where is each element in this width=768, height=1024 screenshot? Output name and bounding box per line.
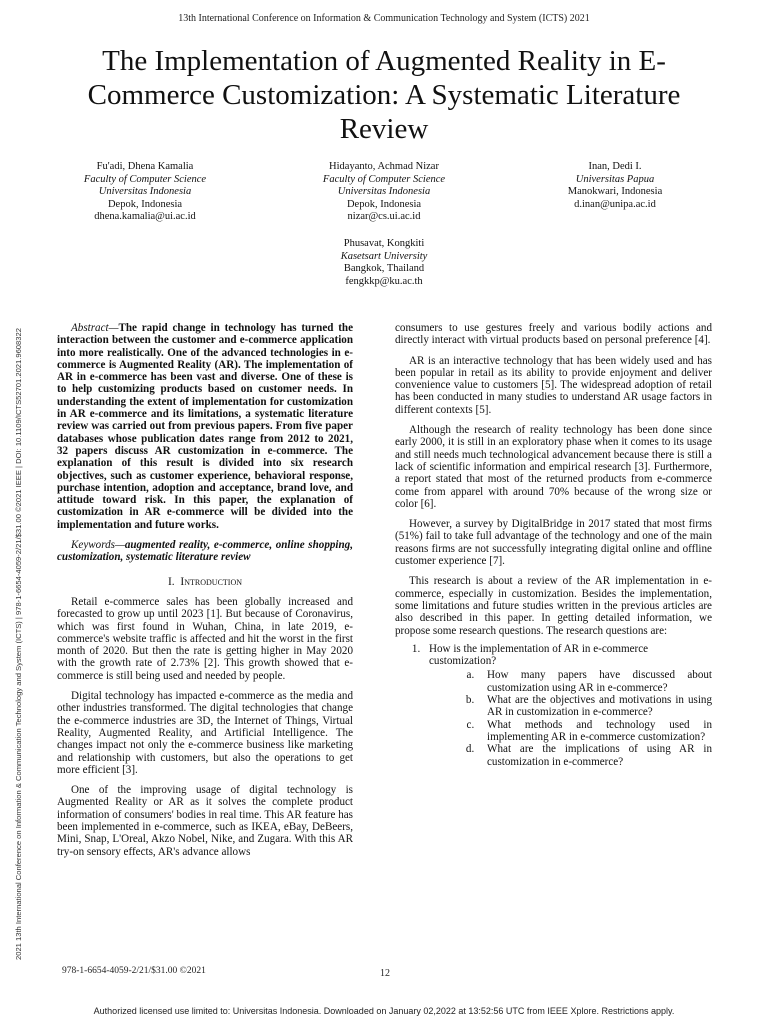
intro-paragraph-5: AR is an interactive technology that has been widely used and has been popular in retail as its ability to provide enjoyment and deliver convenience value to customers [5]. The widespread adoption of retail has been conducted in many studies to understand AR usage factors in different contexts [5]. (395, 354, 712, 416)
sub-question-d: d. What are the implications of using AR in customization in e-commerce? (477, 743, 712, 768)
keywords-label: Keywords— (71, 539, 125, 552)
footer-identifier: 978-1-6654-4059-2/21/$31.00 ©2021 (62, 966, 206, 976)
author-faculty: Faculty of Computer Science (83, 173, 207, 185)
right-column (395, 322, 712, 768)
side-strip-doi: 2021 13th International Conference on Information & Communication Technology and System (ICTS) | 978-1-6654-4059-2/21/$31.00 ©2021 IEEE | DOI: 10.1109/ICTS52701.2021.9608322 (14, 328, 23, 960)
author-university: Universitas Papua (575, 173, 655, 185)
research-question-1 (423, 643, 712, 768)
sub-question-b: b. What are the objectives and motivations in using AR in customization in e-commerce? (477, 694, 712, 719)
author-block-3 (505, 161, 725, 211)
keywords (57, 539, 353, 564)
author-block-2 (274, 161, 494, 224)
intro-paragraph-1: Retail e-commerce sales has been globally increased and forecasted to grow up until 2023 [1]. But because of Coronavirus, which was first found in Wuhan, China, in late 2019, e-commerce's website traffic is affected and hit the worst in the first month of 2020. But then the rate is getting higher in May 2020 with the growth rate of 2.73% [2]. This growth showed that e-commerce is still being used and needed by people. (57, 595, 353, 682)
research-questions-list (395, 643, 712, 768)
author-university: Universitas Indonesia (337, 186, 431, 197)
section-title: Introduction (180, 575, 243, 588)
author-location: Depok, Indonesia (107, 198, 183, 210)
license-notice: Authorized licensed use limited to: Universitas Indonesia. Downloaded on January 02,2022 at 13:52:56 UTC from IEEE Xplore. Restrictions apply. (93, 1006, 675, 1016)
author-location: Depok, Indonesia (346, 198, 422, 210)
abstract-label: Abstract— (71, 322, 119, 334)
sub-question-c: c. What methods and technology used in implementing AR in e-commerce customization? (477, 719, 712, 744)
conference-header: 13th International Conference on Information & Communication Technology and System (ICTS) 2021 (178, 13, 590, 24)
section-numeral: I. (167, 575, 175, 588)
abstract (57, 322, 353, 531)
sub-question-a: a. How many papers have discussed about customization using AR in e-commerce? (477, 669, 712, 694)
author-location: Manokwari, Indonesia (567, 186, 663, 197)
author-email: d.inan@unipa.ac.id (574, 198, 656, 210)
author-faculty: Faculty of Computer Science (322, 173, 446, 185)
author-name: Fu'adi, Dhena Kamalia (96, 161, 194, 172)
left-column (57, 322, 353, 858)
author-block-4 (274, 238, 494, 288)
paper-title: The Implementation of Augmented Reality in E-Commerce Customization: A Systematic Literature Review (87, 45, 681, 145)
author-email: fengkkp@ku.ac.th (345, 275, 423, 287)
intro-paragraph-6: Although the research of reality technology has been done since early 2000, it is still in an exploratory phase when it comes to its usage and still needs much technological advancement because there is still a lack of scientific information and empirical research [3]. Furthermore, a report stated that most of the returned products from e-commerce come from apparel with around 70% because of the wrong size or color [6]. (395, 424, 712, 510)
keywords-text: augmented reality, e-commerce, online shopping, customization, systematic literature review (57, 539, 353, 564)
author-university: Universitas Indonesia (98, 186, 192, 197)
section-heading-introduction (57, 576, 353, 588)
abstract-text: The rapid change in technology has turned the interaction between the customer and e-commerce application into more realistically. One of the advanced technologies in e-commerce is Augmented Reality (AR). The implementation of AR in e-commerce has been vast and diverse. One of these is to help customizing products based on customer needs. In understanding the extent of implementation for customization in AR e-commerce and its limitations, a systematic literature review was carried out from previous papers. From five paper databases whose publication dates range from 2012 to 2021, 32 papers discuss AR customization in e-commerce. The explanation of this result is divided into six research objectives, such as customer experience, behavioral response, purchase intention, adoption and acceptance, brand love, and attitude toward risk. In this paper, the explanation of customization in AR e-commerce will be divided into the implementation and future works. (57, 322, 353, 531)
intro-paragraph-2: Digital technology has impacted e-commerce as the media and other industries transformed. The digital technologies that change the e-commerce industries are 3D, the Internet of Things, Virtual Reality, Augmented Reality, and Artificial Intelligence. The changes impact not only the e-commerce business like marketing and relationship with customers, but also the operations to get more efficient [3]. (57, 690, 353, 776)
author-name: Hidayanto, Achmad Nizar (329, 161, 439, 172)
sub-questions-list (429, 669, 712, 767)
intro-paragraph-7: However, a survey by DigitalBridge in 2017 stated that most firms (51%) fail to take full advantage of the technology and one of the main reasons firms are not successfully integrating digital online and offline customer experience [7]. (395, 518, 712, 568)
author-block-1 (35, 161, 255, 224)
intro-paragraph-3: One of the improving usage of digital technology is Augmented Reality or AR as it solves the complete product information of consumers' bodies in real time. This AR feature has been implemented in e-commerce, such as IKEA, eBay, DeBeers, Mini, Snap, L'Oreal, Akzo Nobel, Nike, and Zugara. With this AR try-on sensory effects, AR's advance allows (57, 784, 353, 858)
intro-paragraph-8: This research is about a review of the AR implementation in e-commerce, especially in customization. Besides the implementation, some limitations and future studies written in the previous articles are also described in this paper. In getting detailed information, we propose some research questions. The research questions are: (395, 575, 712, 637)
author-university: Kasetsart University (340, 250, 428, 262)
intro-paragraph-4: consumers to use gestures freely and various bodily actions and directly interact with virtual products based on personal preference [4]. (395, 322, 712, 347)
page-number: 12 (380, 968, 390, 979)
author-email: nizar@cs.ui.ac.id (347, 211, 421, 222)
author-name: Phusavat, Kongkiti (343, 238, 425, 249)
research-question-text: How is the implementation of AR in e-commerce customization? (429, 642, 649, 668)
author-name: Inan, Dedi I. (588, 161, 642, 172)
author-location: Bangkok, Thailand (343, 263, 425, 274)
author-email: dhena.kamalia@ui.ac.id (94, 211, 196, 222)
